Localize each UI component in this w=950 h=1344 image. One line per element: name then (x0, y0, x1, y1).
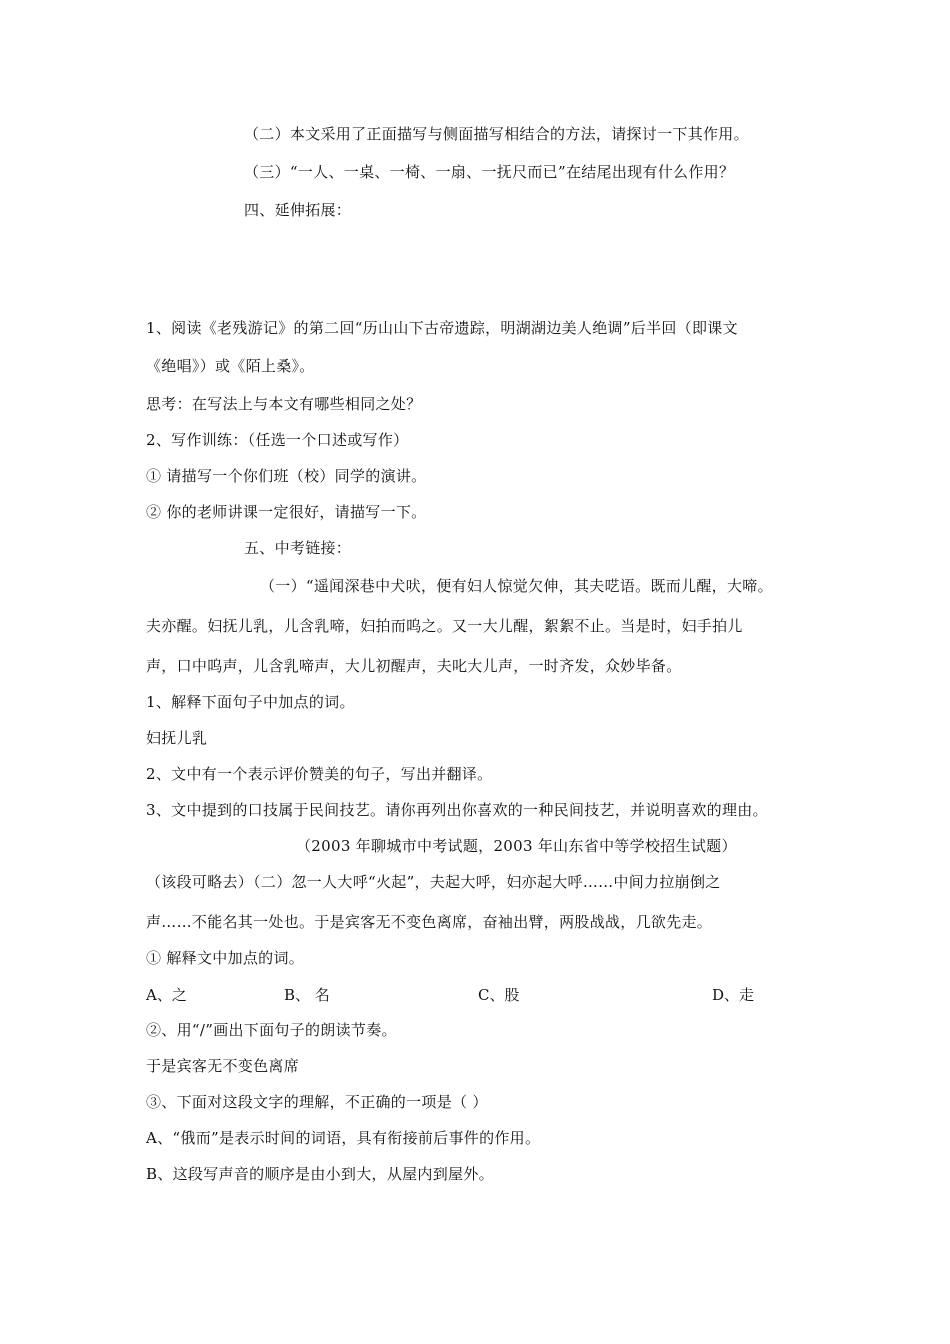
passage-2-question-2: ②、用“/”画出下面句子的朗读节奏。 (146, 1021, 397, 1039)
option-c: C、股 (478, 986, 520, 1004)
extension-item-1-line-1: 1、阅读《老残游记》的第二回“历山山下古帝遗踪，明湖湖边美人绝调”后半回（即课文 (146, 319, 738, 337)
passage-1-line-2: 夫亦醒。妇抚儿乳，儿含乳啼，妇拍而呜之。又一大儿醒，絮絮不止。当是时，妇手拍儿 (146, 617, 743, 635)
passage-2-line-1: （该段可略去）（二）忽一人大呼“火起”，夫起大呼，妇亦起大呼……中间力拉崩倒之 (146, 873, 721, 891)
passage-1-line-3: 声，口中呜声，儿含乳啼声，大儿初醒声，夫叱大儿声，一时齐发，众妙毕备。 (146, 657, 682, 675)
extension-item-2-a: ① 请描写一个你们班（校）同学的演讲。 (146, 467, 427, 485)
option-a: A、之 (146, 986, 187, 1004)
passage-2-question-2-sentence: 于是宾客无不变色离席 (146, 1057, 300, 1075)
question-2: （二）本文采用了正面描写与侧面描写相结合的方法，请探讨一下其作用。 (244, 125, 749, 143)
passage-2-line-2: 声……不能名其一处也。于是宾客无不变色离席，奋袖出臂，两股战战，几欲先走。 (146, 913, 713, 931)
extension-item-2-b: ② 你的老师讲课一定很好，请描写一下。 (146, 503, 427, 521)
option-d: D、走 (712, 986, 755, 1004)
extension-item-2: 2、写作训练：（任选一个口述或写作） (146, 431, 409, 449)
passage-2-question-3-option-b: B、这段写声音的顺序是由小到大，从屋内到屋外。 (146, 1165, 494, 1183)
question-3: （三）“一人、一桌、一椅、一扇、一抚尺而已”在结尾出现有什么作用？ (244, 163, 735, 181)
heading-exam-link: 五、中考链接： (244, 539, 352, 557)
exam-source: （2003 年聊城市中考试题，2003 年山东省中等学校招生试题） (296, 837, 737, 855)
passage-1-question-3: 3、文中提到的口技属于民间技艺。请你再列出你喜欢的一种民间技艺，并说明喜欢的理由。 (146, 801, 768, 819)
passage-1-question-1: 1、解释下面句子中加点的词。 (146, 693, 355, 711)
passage-2-question-3: ③、下面对这段文字的理解，不正确的一项是（ ） (146, 1093, 488, 1111)
passage-1-line-1: （一）“遥闻深巷中犬吠，便有妇人惊觉欠伸，其夫呓语。既而儿醒，大啼。 (260, 577, 773, 595)
option-b: B、 名 (284, 986, 330, 1004)
extension-think: 思考：在写法上与本文有哪些相同之处？ (146, 395, 422, 413)
passage-2-question-3-option-a: A、“俄而”是表示时间的词语，具有衔接前后事件的作用。 (146, 1129, 541, 1147)
heading-extension: 四、延伸拓展： (244, 201, 352, 219)
extension-item-1-line-2: 《绝唱》）或《陌上桑》。 (146, 357, 315, 375)
passage-1-question-2: 2、文中有一个表示评价赞美的句子，写出并翻译。 (146, 765, 493, 783)
passage-2-question-1: ① 解释文中加点的词。 (146, 949, 305, 967)
passage-1-question-1-sentence: 妇抚儿乳 (146, 729, 208, 747)
